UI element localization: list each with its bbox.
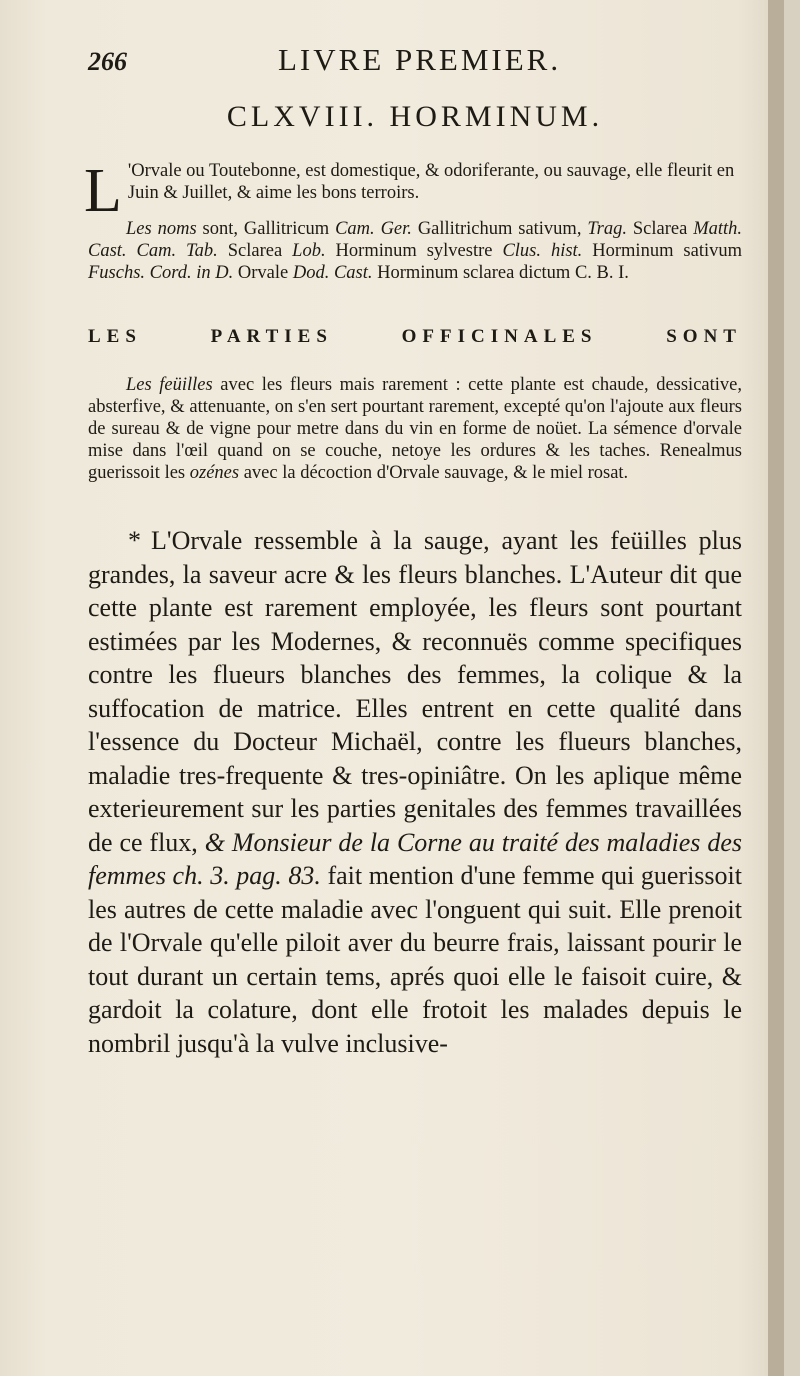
- names-text: Sclarea: [626, 219, 694, 239]
- intro-paragraph: [84, 157, 742, 225]
- section-heading: [88, 326, 742, 348]
- names-text: sont, Gallitricum: [196, 219, 336, 239]
- names-text: Horminum sylvestre: [325, 241, 503, 261]
- names-text: Sclarea: [217, 241, 293, 261]
- officinal-parts-paragraph: [88, 374, 742, 484]
- page-number: 266: [88, 47, 127, 76]
- names-reference: Trag.: [587, 219, 627, 239]
- names-reference: Dod. Cast.: [292, 263, 373, 283]
- running-head: [88, 42, 742, 88]
- section-heading-word: SONT: [666, 326, 742, 347]
- names-lead: Les noms: [126, 219, 197, 239]
- commentary-reference: & Monsieur de la Corne au traité des maladies des femmes ch. 3. pag. 83.: [88, 827, 742, 890]
- intro-text: 'Orvale ou Toutebonne, est domestique, & odoriferante, ou sauvage, elle fleurit en Juin & Juillet, & aime les bons terroirs.: [127, 161, 735, 203]
- officinal-lead: Les feüilles: [126, 375, 213, 395]
- section-heading-word: LES: [88, 326, 142, 347]
- chapter-title: CLXVIII. HORMINUM.: [226, 100, 604, 133]
- officinal-italic: ozénes: [189, 463, 240, 483]
- names-text: Orvale: [233, 263, 293, 283]
- names-reference: Fuschs. Cord. in D.: [88, 263, 234, 283]
- names-text: Horminum sativum: [582, 241, 743, 261]
- commentary-paragraph: [88, 524, 742, 1060]
- running-title: LIVRE PREMIER.: [278, 42, 562, 77]
- names-text: Horminum sclarea dictum C. B. I.: [372, 263, 629, 283]
- page-edge: [768, 0, 784, 1376]
- names-reference: Clus. hist.: [502, 241, 583, 261]
- section-heading-word: OFFICINALES: [401, 326, 598, 347]
- officinal-text: avec les fleurs mais rarement : cette plante est chaude, dessicative, absterfive, & attenuante, on s'en sert pourtant rarement, excepté qu'on l'ajoute aux fleurs de sureau & de vigne pour metre dans du vin en forme de noüet. La sémence d'orvale mise dans l'œil quand on se couche, netoye les ordures & les taches. Renealmus guerissoit les: [88, 375, 742, 483]
- drop-cap: L: [84, 157, 122, 225]
- names-reference: Matth. Cast. Cam. Tab.: [88, 219, 743, 261]
- commentary-text: L'Orvale ressemble à la sauge, ayant les feüilles plus grandes, la saveur acre & les fleurs blanches. L'Auteur dit que cette plante est rarement employée, les fleurs sont pourtant estimées par les Modernes, & reconnuës comme specifiques contre les flueurs blanches des femmes, la colique & la suffocation de matrice. Elles entrent en cette qualité dans l'essence du Docteur Michaël, contre les flueurs blanches, maladie tres-frequente & tres-opiniâtre. On les aplique même exterieurement sur les parties genitales des femmes travaillées de ce flux,: [88, 526, 742, 857]
- commentary-text: fait mention d'une femme qui guerissoit les autres de cette maladie avec l'onguent qui suit. Elle prenoit de l'Orvale qu'elle piloit aver du beurre frais, laissant pourir le tout durant un certain tems, aprés quoi elle le faisoit cuire, & gardoit la colature, dont elle frotoit les malades depuis le nombril jusqu'à la vulve inclusive-: [88, 861, 742, 1058]
- officinal-text: avec la décoction d'Orvale sauvage, & le miel rosat.: [239, 463, 629, 483]
- names-reference: Lob.: [292, 241, 326, 261]
- names-text: Gallitrichum sativum,: [411, 219, 588, 239]
- names-paragraph: [88, 218, 742, 284]
- names-reference: Cam. Ger.: [335, 219, 412, 239]
- asterisk-mark: *: [128, 526, 141, 555]
- section-heading-word: PARTIES: [210, 326, 333, 347]
